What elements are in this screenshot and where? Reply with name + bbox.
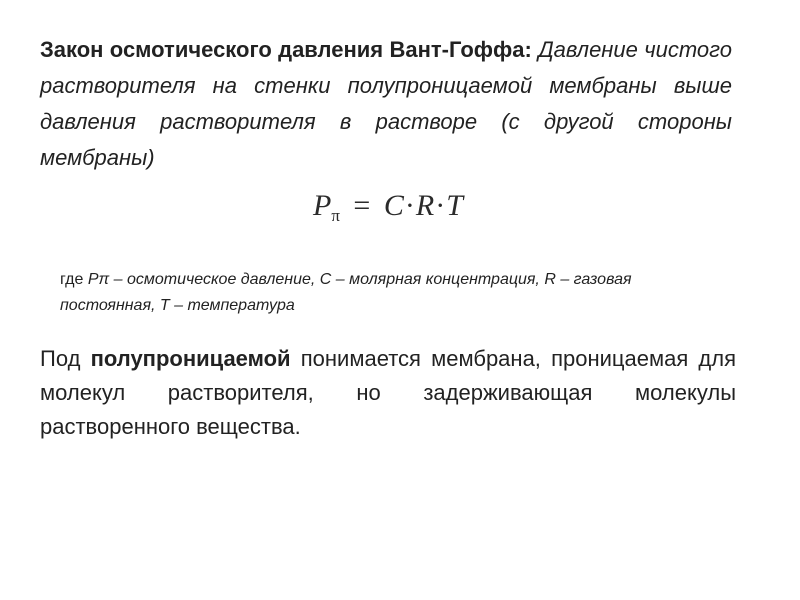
formula-equals: =	[353, 189, 371, 222]
legend-where: где	[60, 271, 84, 288]
legend-explanation: Pπ – осмотическое давление, C – молярная концентрация, R – газовая постоянная, T – температура	[60, 271, 632, 314]
note-highlight: полупроницаемой	[90, 346, 291, 371]
law-definition: Давление чистого растворителя на стенки полупроницаемой мембраны выше давления растворителя в растворе (с другой стороны мембраны)	[40, 37, 732, 170]
formula-concentration-symbol: C	[383, 189, 404, 222]
law-statement	[40, 32, 732, 176]
semipermeable-note	[40, 342, 736, 444]
formula-legend	[60, 267, 700, 319]
note-suffix: понимается мембрана, проницаемая для молекул растворителя, но задерживающая молекулы растворенного вещества.	[40, 346, 736, 439]
formula-pressure-symbol: P	[313, 189, 332, 222]
note-prefix: Под	[40, 346, 81, 371]
formula-dot: ·	[435, 189, 446, 222]
formula-temperature-symbol: T	[446, 189, 463, 222]
formula-dot: ·	[404, 189, 415, 222]
formula-gas-constant-symbol: R	[415, 189, 435, 222]
formula-pressure-subscript: π	[331, 206, 340, 225]
vant-hoff-formula	[313, 186, 463, 236]
law-title: Закон осмотического давления Вант-Гоффа:	[40, 37, 532, 62]
